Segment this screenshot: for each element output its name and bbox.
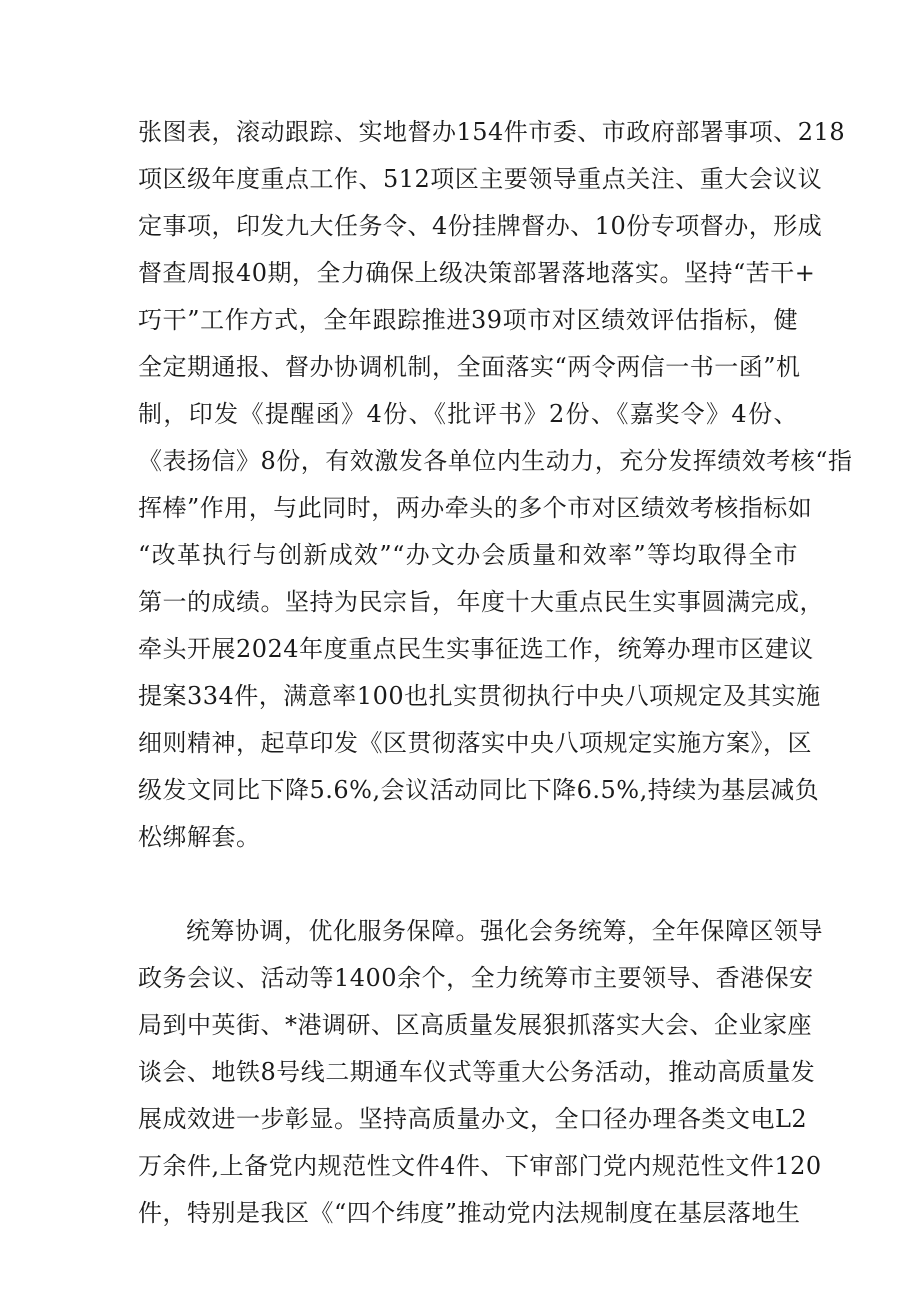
text-line: 政务会议、活动等1400余个，全力统筹市主要领导、香港保安 <box>138 964 814 992</box>
paragraph-supervision <box>138 112 853 864</box>
text-line: 松绑解套。 <box>138 823 261 851</box>
text-line: 统筹协调，优化服务保障。强化会务统筹，全年保障区领导 <box>186 917 823 945</box>
document-body <box>138 112 853 1240</box>
text-line: 局到中英街、*港调研、区高质量发展狠抓落实大会、企业家座 <box>138 1011 812 1039</box>
text-line: 定事项，印发九大任务令、4份挂牌督办、10份专项督办，形成 <box>138 212 823 240</box>
text-line: 牵头开展2024年度重点民生实事征选工作，统筹办理市区建议 <box>138 635 814 663</box>
paragraph-spacer <box>138 864 798 911</box>
text-line: 万余件,上备党内规范性文件4件、下审部门党内规范性文件120 <box>138 1152 822 1180</box>
text-line: 第一的成绩。坚持为民宗旨，年度十大重点民生实事圆满完成， <box>138 588 824 616</box>
text-line: 督查周报40期，全力确保上级决策部署落地落实。坚持“苦干+ <box>138 259 816 287</box>
text-line: 制，印发《提醒函》4份、《批评书》2份、《嘉奖令》4份、 <box>138 400 798 428</box>
text-line: 细则精神，起草印发《区贯彻落实中央八项规定实施方案》，区 <box>138 729 812 757</box>
text-line: 级发文同比下降5.6%,会议活动同比下降6.5%,持续为基层减负 <box>138 776 820 804</box>
text-line: “改革执行与创新成效”“办文办会质量和效率”等均取得全市 <box>138 541 798 569</box>
text-line: 件，特别是我区《“四个纬度”推动党内法规制度在基层落地生 <box>138 1199 801 1227</box>
text-line: 全定期通报、督办协调机制，全面落实“两令两信一书一函”机 <box>138 353 801 381</box>
paragraph-coordination <box>138 911 823 1240</box>
text-line: 张图表，滚动跟踪、实地督办154件市委、市政府部署事项、218 <box>138 118 846 146</box>
text-line: 展成效进一步彰显。坚持高质量办文，全口径办理各类文电L2 <box>138 1105 808 1133</box>
text-line: 谈会、地铁8号线二期通车仪式等重大公务活动，推动高质量发 <box>138 1058 816 1086</box>
text-line: 巧干”工作方式，全年跟踪推进39项市对区绩效评估指标，健 <box>138 306 798 334</box>
text-line: 挥棒”作用，与此同时，两办牵头的多个市对区绩效考核指标如 <box>138 494 813 522</box>
text-line: 提案334件，满意率100也扎实贯彻执行中央八项规定及其实施 <box>138 682 821 710</box>
text-line: 项区级年度重点工作、512项区主要领导重点关注、重大会议议 <box>138 165 823 193</box>
text-line: 《表扬信》8份，有效激发各单位内生动力，充分发挥绩效考核“指 <box>138 447 853 475</box>
